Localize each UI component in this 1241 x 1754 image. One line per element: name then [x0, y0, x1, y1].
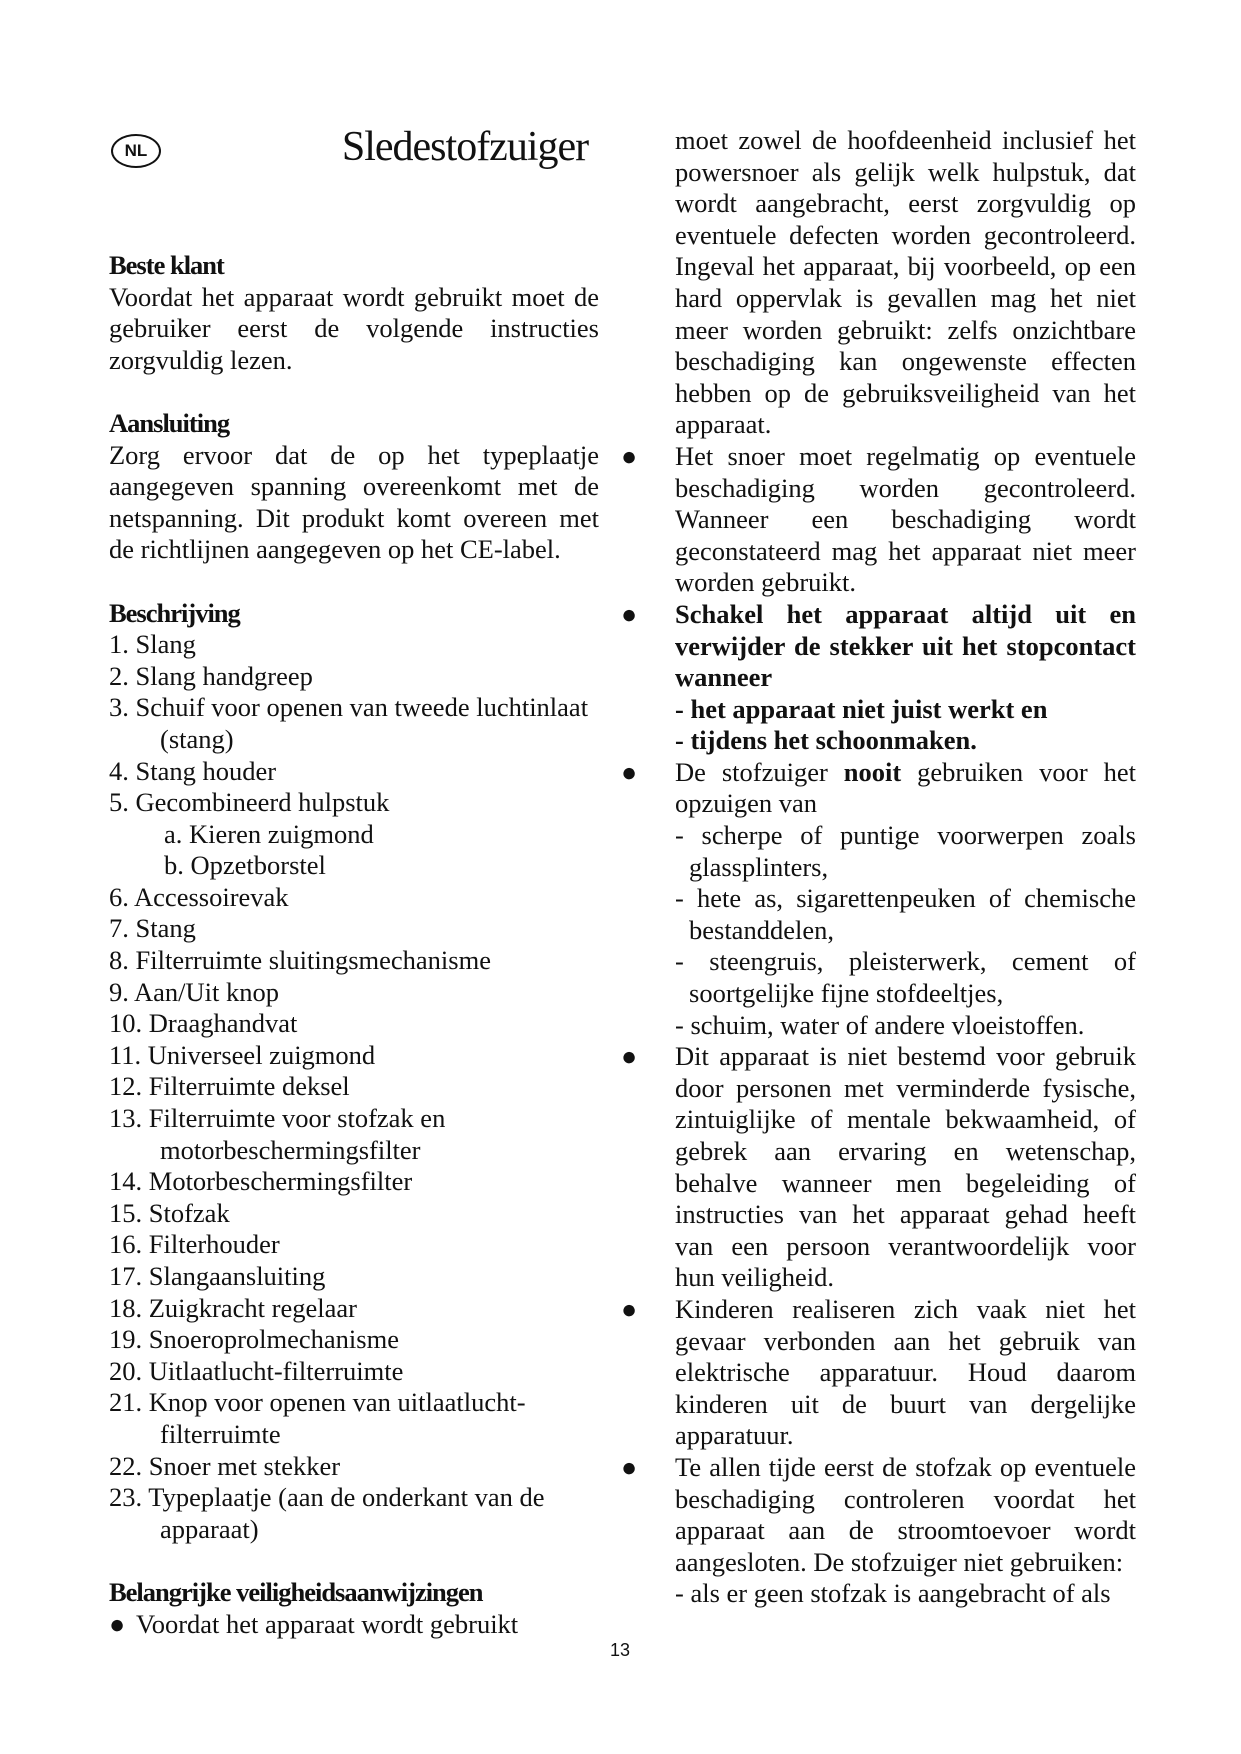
list-item: 20. Uitlaatlucht-filterruimte	[109, 1355, 404, 1386]
safety-bullet	[621, 1294, 1136, 1452]
parts-list	[109, 629, 599, 1545]
bullet-text-emphasis: nooit	[843, 756, 902, 787]
list-item: 13. Filterruimte voor stofzak en motorbeschermingsfilter	[109, 1103, 446, 1165]
bullet-icon: ●	[621, 440, 638, 471]
bullet-text: Te allen tijde eerst de stofzak op eventuele beschadiging controleren voordat het apparaat aan de stroomtoevoer wordt aangesloten. De stofzuiger niet gebruiken:	[675, 1451, 1136, 1577]
list-item: 17. Slangaansluiting	[109, 1261, 326, 1291]
safety-bullet	[621, 599, 1136, 757]
page-number: 13	[609, 1640, 631, 1660]
bullet-text: Kinderen realiseren zich vaak niet het gevaar verbonden aan het gebruik van elektrische apparatuur. Houd daarom kinderen uit de buurt van dergelijke apparatuur.	[675, 1293, 1136, 1451]
list-item: 11. Universeel zuigmond	[109, 1039, 376, 1070]
bullet-text: De stofzuiger	[675, 756, 844, 787]
list-item: 9. Aan/Uit knop	[109, 976, 280, 1007]
list-item: 23. Typeplaatje (aan de onderkant van de apparaat)	[109, 1482, 545, 1544]
safety-bullet	[621, 1041, 1136, 1294]
list-item: 2. Slang handgreep	[109, 660, 313, 691]
list-item: 3. Schuif voor openen van tweede luchtinlaat (stang)	[109, 692, 589, 754]
list-item: 21. Knop voor openen van uitlaatlucht-filterruimte	[109, 1387, 526, 1449]
connection-text: Zorg ervoor dat de op het typeplaatje aangegeven spanning overeenkomt met de netspanning. Dit produkt komt overeen met de richtlijnen aangegeven op het CE-label.	[109, 439, 599, 565]
list-item: 7. Stang	[109, 913, 196, 944]
bullet-icon: ●	[109, 1608, 126, 1639]
page-title: Sledestofzuiger	[341, 124, 589, 170]
list-item: 15. Stofzak	[109, 1197, 230, 1228]
intro-heading: Beste klant	[109, 250, 224, 280]
safety-bullet	[621, 441, 1136, 599]
bullet-dash-item: - steengruis, pleisterwerk, cement of soortgelijke fijne stofdeeltjes,	[675, 946, 1136, 1009]
list-item: 10. Draaghandvat	[109, 1008, 298, 1039]
bullet-text: Dit apparaat is niet bestemd voor gebruik door personen met verminderde fysische, zintuiglijke of mentale bekwaamheid, of gebrek aan ervaring en wetenschap, behalve wanneer men begeleiding of instructies van het apparaat gehad heeft van een persoon verantwoordelijk voor hun veiligheid.	[675, 1041, 1136, 1293]
bullet-text: gebruiken voor het opzuigen van	[675, 756, 1136, 819]
language-badge: NL	[111, 134, 161, 168]
bullet-text: Het snoer moet regelmatig op eventuele beschadiging worden gecontroleerd. Wanneer een beschadiging wordt geconstateerd mag het apparaat niet meer worden gebruikt.	[675, 440, 1136, 598]
bullet-icon: ●	[621, 756, 638, 787]
list-item: 1. Slang	[109, 629, 196, 660]
list-item: 8. Filterruimte sluitingsmechanisme	[109, 945, 491, 976]
connection-heading: Aansluiting	[109, 407, 230, 438]
list-sub-item: a. Kieren zuigmond	[164, 818, 374, 849]
safety-heading: Belangrijke veiligheidsaanwijzingen	[109, 1576, 483, 1607]
right-column	[621, 125, 1136, 1610]
safety-bullet	[109, 1609, 599, 1641]
list-item: 22. Snoer met stekker	[109, 1450, 341, 1481]
left-column	[109, 250, 599, 1640]
bullet-dash-item: - hete as, sigarettenpeuken of chemische bestanddelen,	[675, 883, 1136, 945]
bullet-icon: ●	[621, 1451, 638, 1482]
list-item: 12. Filterruimte deksel	[109, 1071, 350, 1102]
bullet-dash-item: - schuim, water of andere vloeistoffen.	[675, 1009, 1085, 1040]
bullet-dash-item: - als er geen stofzak is aangebracht of als	[675, 1578, 1111, 1609]
bullet-icon: ●	[621, 598, 638, 629]
list-item: 19. Snoeroprolmechanisme	[109, 1324, 399, 1355]
safety-bullet	[621, 1452, 1136, 1610]
bullet-dash-item: - scherpe of puntige voorwerpen zoals glassplinters,	[675, 820, 1136, 882]
list-item: 4. Stang houder	[109, 755, 277, 786]
list-item: 14. Motorbeschermingsfilter	[109, 1166, 413, 1197]
list-sub-item: b. Opzetborstel	[164, 850, 326, 881]
bullet-text: Voordat het apparaat wordt gebruikt	[136, 1608, 519, 1639]
bullet-icon: ●	[621, 1293, 638, 1324]
safety-bullet	[621, 757, 1136, 1041]
list-item: 18. Zuigkracht regelaar	[109, 1292, 357, 1323]
bullet-dash-item: - tijdens het schoonmaken.	[675, 725, 977, 756]
bullet-dash-item: - het apparaat niet juist werkt en	[675, 693, 1048, 724]
intro-text: Voordat het apparaat wordt gebruikt moet de gebruiker eerst de volgende instructies zorgvuldig lezen.	[109, 281, 599, 375]
list-item: 6. Accessoirevak	[109, 881, 289, 912]
list-item: 5. Gecombineerd hulpstuk	[109, 787, 390, 818]
list-item: 16. Filterhouder	[109, 1229, 280, 1260]
description-heading: Beschrijving	[109, 597, 240, 628]
bullet-text: Schakel het apparaat altijd uit en verwijder de stekker uit het stopcontact wanneer	[675, 598, 1136, 693]
bullet-icon: ●	[621, 1041, 638, 1072]
bullet-continuation: moet zowel de hoofdeenheid inclusief het powersnoer als gelijk welk hulpstuk, dat wordt aangebracht, eerst zorgvuldig op eventuele defecten worden gecontroleerd. Ingeval het apparaat, bij voorbeeld, op een hard oppervlak is gevallen mag het niet meer worden gebruikt: zelfs onzichtbare beschadiging kan ongewenste effecten hebben op de gebruiksveiligheid van het apparaat.	[675, 125, 1136, 440]
